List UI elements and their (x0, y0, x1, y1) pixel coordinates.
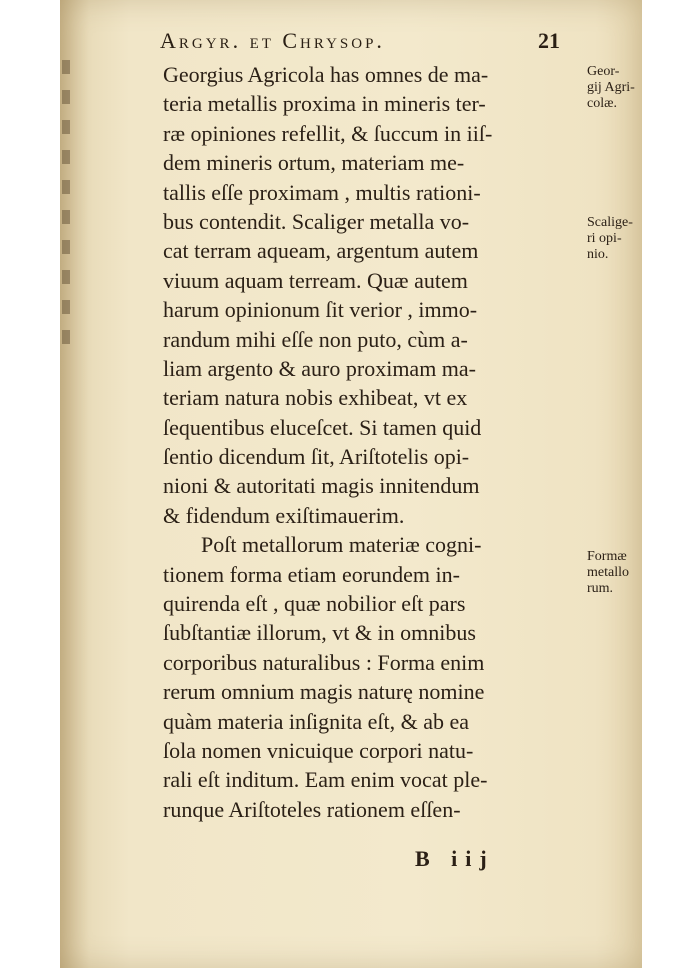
marginal-note-line: Geor- (587, 64, 620, 79)
text-line: randum mihi eſſe non puto, cùm a- (163, 326, 468, 352)
text-line: dem mineris ortum, materiam me- (163, 150, 465, 176)
text-line: ſentio dicendum ſit, Ariſtotelis opi- (163, 444, 470, 470)
marginal-note-forma (587, 549, 642, 597)
text-line: harum opinionum ſit verior , immo- (163, 297, 478, 323)
marginal-note-line: colæ. (587, 96, 617, 111)
marginal-note-line: Scalige- (587, 215, 633, 230)
text-line: rerum omnium magis naturę nomine (163, 679, 485, 705)
text-line: ſola nomen vnicuique corpori natu- (163, 737, 474, 763)
text-line: Georgius Agricola has omnes de ma- (163, 62, 489, 87)
text-line: tionem forma etiam eorundem in- (163, 561, 460, 587)
text-line: teriam natura nobis exhibeat, vt ex (163, 385, 468, 411)
text-line: teria metallis proxima in mineris ter- (163, 91, 486, 117)
text-line: runque Ariſtoteles rationem eſſen- (163, 796, 461, 822)
text-line: Poſt metallorum materiæ cogni- (201, 532, 482, 558)
marginal-note-line: nio. (587, 247, 609, 262)
text-line: ſubſtantiæ illorum, vt & in omnibus (163, 620, 476, 646)
page-number: 21 (538, 28, 560, 53)
text-line: cat terram aqueam, argentum autem (163, 238, 479, 264)
text-line: bus contendit. Scaliger metalla vo- (163, 208, 470, 234)
bleed-through-marks (60, 60, 74, 420)
marginal-note-line: Formæ (587, 549, 627, 564)
text-line: ſequentibus eluceſcet. Si tamen quid (163, 414, 482, 440)
running-title: Argyr. et Chrysop. (160, 28, 385, 53)
text-line: viuum aquam terream. Quæ autem (163, 267, 468, 293)
text-block (163, 60, 583, 824)
text-line: & fidendum exiſtimauerim. (163, 502, 405, 528)
text-line: liam argento & auro proximam ma- (163, 355, 477, 381)
running-head (160, 28, 560, 58)
text-line: tallis eſſe proximam , multis rationi- (163, 179, 481, 205)
text-line: ræ opiniones refellit, & ſuccum in iiſ- (163, 120, 493, 146)
marginal-note-scaliger (587, 215, 642, 263)
marginal-note-agricola (587, 64, 642, 112)
marginal-note-line: rum. (587, 581, 614, 596)
marginal-note-line: gij Agri- (587, 80, 635, 95)
text-line: rali eſt inditum. Eam enim vocat ple- (163, 767, 488, 793)
book-page (60, 0, 642, 968)
signature-mark: B iij (415, 846, 495, 871)
text-line: quàm materia inſignita eſt, & ab ea (163, 708, 470, 734)
text-line: corporibus naturalibus : Forma enim (163, 649, 485, 675)
text-line: quirenda eſt , quæ nobilior eſt pars (163, 591, 466, 617)
marginal-note-line: metallo (587, 565, 629, 580)
text-line: nioni & autoritati magis innitendum (163, 473, 480, 499)
marginal-note-line: ri opi- (587, 231, 622, 246)
